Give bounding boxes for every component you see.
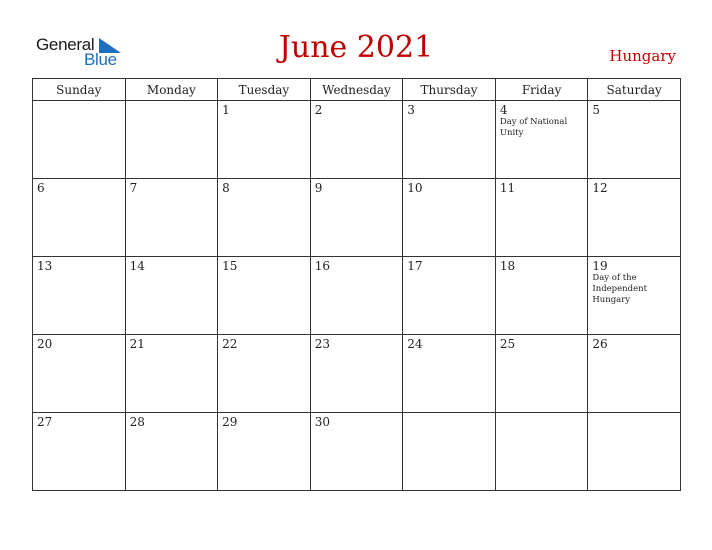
day-cell bbox=[403, 179, 496, 257]
day-number: 15 bbox=[222, 259, 238, 273]
day-cell bbox=[33, 257, 126, 335]
logo-text-general: General bbox=[36, 35, 95, 54]
week-row bbox=[33, 179, 681, 257]
day-cell bbox=[403, 335, 496, 413]
day-cell bbox=[403, 257, 496, 335]
day-number: 5 bbox=[592, 103, 601, 117]
day-number: 26 bbox=[592, 337, 608, 351]
day-cell bbox=[33, 413, 126, 491]
day-cell bbox=[218, 179, 311, 257]
weekday-header: Monday bbox=[125, 79, 218, 101]
day-number: 29 bbox=[222, 415, 238, 429]
day-number: 18 bbox=[499, 259, 516, 273]
day-number: 6 bbox=[37, 181, 45, 195]
day-cell bbox=[218, 101, 311, 179]
day-cell bbox=[310, 101, 403, 179]
day-number: 24 bbox=[407, 337, 423, 351]
day-cell bbox=[403, 413, 496, 491]
weekday-header: Saturday bbox=[588, 79, 681, 101]
day-cell bbox=[310, 413, 403, 491]
day-cell bbox=[218, 335, 311, 413]
day-number: 16 bbox=[314, 259, 330, 273]
day-cell bbox=[403, 101, 496, 179]
day-number: 25 bbox=[499, 337, 516, 351]
week-row bbox=[33, 257, 681, 335]
calendar-grid bbox=[32, 78, 681, 491]
day-number: 20 bbox=[37, 337, 53, 351]
day-cell bbox=[495, 101, 588, 179]
day-number bbox=[496, 413, 588, 415]
day-cell bbox=[125, 101, 218, 179]
week-row bbox=[33, 101, 681, 179]
day-cell bbox=[125, 335, 218, 413]
week-row bbox=[33, 335, 681, 413]
day-cell bbox=[310, 257, 403, 335]
day-number bbox=[403, 413, 495, 415]
logo-text-blue: Blue bbox=[84, 50, 117, 69]
weekday-header: Wednesday bbox=[310, 79, 403, 101]
day-cell bbox=[495, 413, 588, 491]
day-number: 4 bbox=[499, 103, 508, 117]
day-cell bbox=[495, 335, 588, 413]
day-number: 19 bbox=[592, 259, 608, 273]
day-number: 3 bbox=[407, 103, 415, 117]
day-number: 22 bbox=[222, 337, 238, 351]
day-cell bbox=[588, 179, 681, 257]
weekday-header: Tuesday bbox=[218, 79, 311, 101]
day-cell bbox=[125, 179, 218, 257]
holiday-label: Day of National Unity bbox=[499, 117, 568, 138]
day-number: 14 bbox=[129, 259, 145, 273]
day-cell bbox=[310, 335, 403, 413]
day-cell bbox=[495, 257, 588, 335]
day-cell bbox=[588, 257, 681, 335]
day-number: 11 bbox=[499, 181, 516, 195]
day-cell bbox=[588, 101, 681, 179]
day-cell bbox=[125, 257, 218, 335]
day-number: 21 bbox=[129, 337, 145, 351]
day-number: 17 bbox=[407, 259, 423, 273]
day-number: 7 bbox=[129, 181, 138, 195]
day-number: 10 bbox=[407, 181, 423, 195]
day-number bbox=[588, 413, 680, 415]
day-cell bbox=[588, 413, 681, 491]
day-number: 23 bbox=[314, 337, 330, 351]
weekday-header: Sunday bbox=[33, 79, 126, 101]
holiday-label: Day of the Independent Hungary bbox=[592, 273, 647, 305]
weekday-header: Thursday bbox=[403, 79, 496, 101]
day-cell bbox=[495, 179, 588, 257]
day-cell bbox=[125, 413, 218, 491]
day-number: 12 bbox=[592, 181, 608, 195]
day-number: 28 bbox=[129, 415, 145, 429]
day-cell bbox=[33, 101, 126, 179]
country-label: Hungary bbox=[609, 47, 676, 65]
calendar-title: June 2021 bbox=[278, 30, 434, 65]
day-cell bbox=[218, 413, 311, 491]
day-number bbox=[126, 101, 218, 103]
day-number: 27 bbox=[37, 415, 53, 429]
day-number: 9 bbox=[314, 181, 323, 195]
day-cell bbox=[588, 335, 681, 413]
weekday-header-row bbox=[33, 79, 681, 101]
day-number: 2 bbox=[314, 103, 323, 117]
day-number: 13 bbox=[37, 259, 53, 273]
day-number bbox=[33, 101, 125, 103]
day-number: 1 bbox=[222, 103, 230, 117]
day-number: 30 bbox=[314, 415, 330, 429]
weekday-header: Friday bbox=[495, 79, 588, 101]
day-cell bbox=[33, 179, 126, 257]
week-row bbox=[33, 413, 681, 491]
day-cell bbox=[33, 335, 126, 413]
day-number: 8 bbox=[222, 181, 230, 195]
day-cell bbox=[310, 179, 403, 257]
day-cell bbox=[218, 257, 311, 335]
